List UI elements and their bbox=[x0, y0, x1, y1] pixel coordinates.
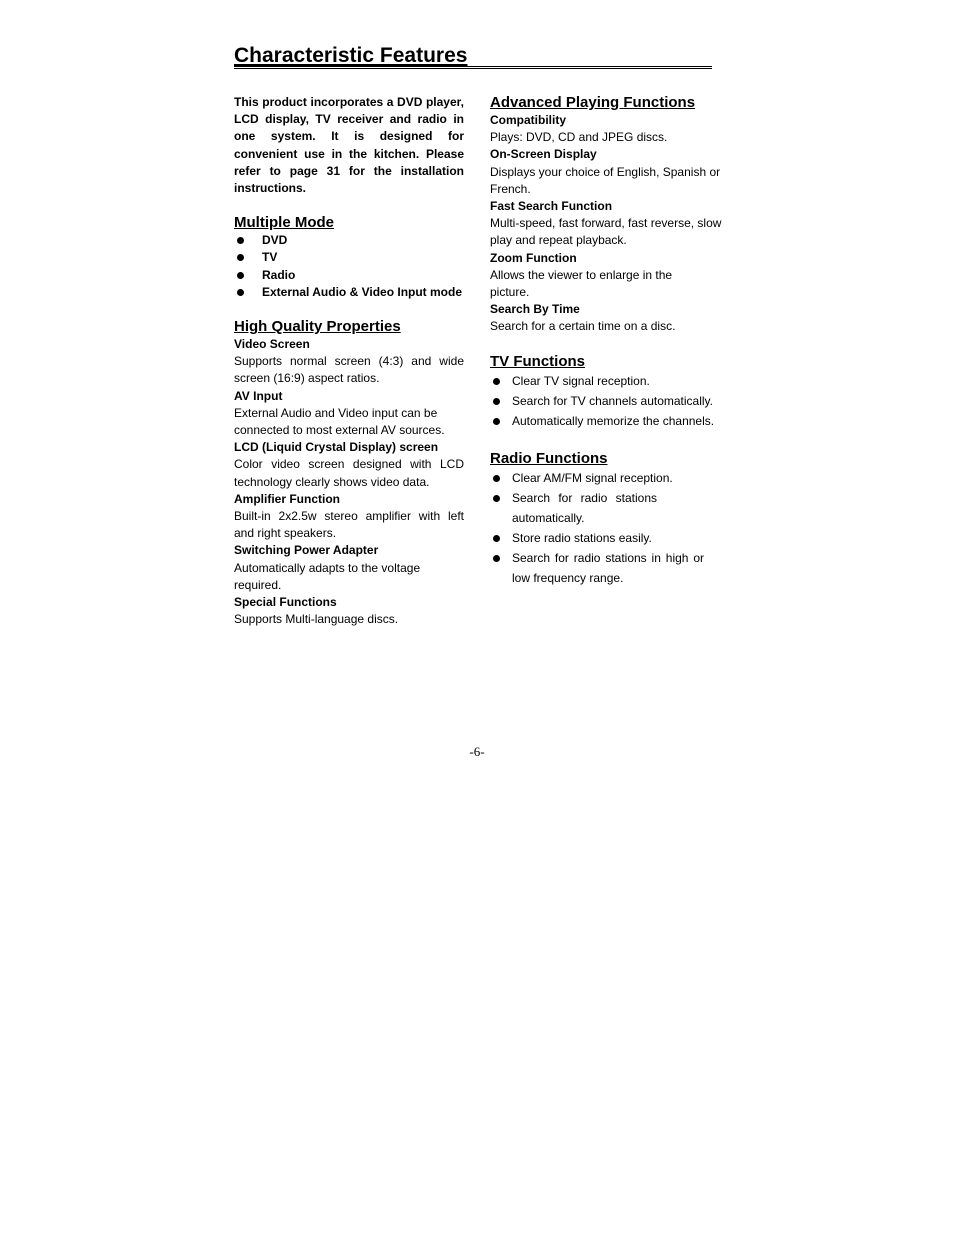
tv-functions-list bbox=[490, 371, 730, 431]
feature-desc: Multi-speed, fast forward, fast reverse, slow play and repeat playback. bbox=[490, 216, 722, 248]
feature-title: Switching Power Adapter bbox=[234, 543, 379, 558]
feature-title: LCD (Liquid Crystal Display) screen bbox=[234, 440, 439, 455]
list-item: Search for TV channels automatically. bbox=[490, 391, 730, 411]
feature-title: Compatibility bbox=[490, 113, 567, 127]
advanced-playing-heading: Advanced Playing Functions bbox=[490, 94, 696, 111]
radio-functions-list bbox=[490, 468, 710, 588]
feature-title: AV Input bbox=[234, 388, 283, 403]
page-number: -6- bbox=[469, 744, 485, 759]
bullet-icon bbox=[490, 411, 512, 431]
feature-desc: Automatically adapts to the voltage required. bbox=[234, 560, 421, 592]
feature-title: Zoom Function bbox=[490, 250, 577, 265]
feature-title: Special Functions bbox=[234, 595, 337, 610]
multiple-mode-list bbox=[234, 232, 464, 301]
bullet-icon bbox=[490, 468, 512, 488]
page-title: Characteristic Features bbox=[234, 44, 468, 67]
feature-title: Amplifier Function bbox=[234, 491, 340, 506]
bullet-icon bbox=[234, 249, 262, 266]
bullet-icon bbox=[234, 284, 262, 301]
bullet-icon bbox=[490, 488, 512, 528]
bullet-icon bbox=[234, 267, 262, 284]
bullet-icon bbox=[490, 391, 512, 411]
list-item: External Audio & Video Input mode bbox=[234, 284, 464, 301]
feature-desc: Search for a certain time on a disc. bbox=[490, 319, 676, 334]
bullet-icon bbox=[490, 528, 512, 548]
high-quality-heading: High Quality Properties bbox=[234, 318, 401, 336]
feature-desc: External Audio and Video input can be connected to most external AV sources. bbox=[234, 405, 445, 438]
bullet-icon bbox=[490, 371, 512, 391]
list-item: Automatically memorize the channels. bbox=[490, 411, 730, 431]
feature-title: Video Screen bbox=[234, 337, 310, 352]
list-item: Clear TV signal reception. bbox=[490, 371, 730, 391]
feature-title: On-Screen Display bbox=[490, 147, 597, 162]
list-item: Radio bbox=[234, 267, 464, 284]
feature-title: Search By Time bbox=[490, 302, 580, 317]
feature-desc: Plays: DVD, CD and JPEG discs. bbox=[490, 130, 668, 145]
bullet-icon bbox=[490, 548, 512, 588]
title-rule bbox=[234, 68, 712, 69]
feature-desc: Supports Multi-language discs. bbox=[234, 612, 399, 627]
feature-desc: Allows the viewer to enlarge in the picture. bbox=[490, 267, 673, 300]
list-item: Store radio stations easily. bbox=[490, 528, 710, 548]
list-item: DVD bbox=[234, 232, 464, 249]
feature-desc: Color video screen designed with LCD technology clearly shows video data. bbox=[234, 457, 464, 489]
list-item: Search for radio stations automatically. bbox=[490, 488, 710, 528]
feature-title: Fast Search Function bbox=[490, 199, 613, 214]
bullet-icon bbox=[234, 232, 262, 249]
left-column bbox=[234, 94, 464, 628]
right-column bbox=[490, 94, 730, 588]
multiple-mode-heading: Multiple Mode bbox=[234, 214, 334, 232]
intro-paragraph: This product incorporates a DVD player, LCD display, TV receiver and radio in one system. It is designed for convenient use in the kitchen. Please refer to page 31 for the installation instructions. bbox=[234, 95, 464, 196]
feature-desc: Built-in 2x2.5w stereo amplifier with left and right speakers. bbox=[234, 509, 464, 541]
list-item: TV bbox=[234, 249, 464, 266]
feature-desc: Displays your choice of English, Spanish or French. bbox=[490, 164, 721, 196]
list-item: Clear AM/FM signal reception. bbox=[490, 468, 710, 488]
list-item: Search for radio stations in high or low frequency range. bbox=[490, 548, 710, 588]
tv-functions-heading: TV Functions bbox=[490, 352, 585, 370]
feature-desc: Supports normal screen (4:3) and wide screen (16:9) aspect ratios. bbox=[234, 354, 464, 386]
title-rule bbox=[234, 66, 712, 67]
radio-functions-heading: Radio Functions bbox=[490, 449, 608, 467]
